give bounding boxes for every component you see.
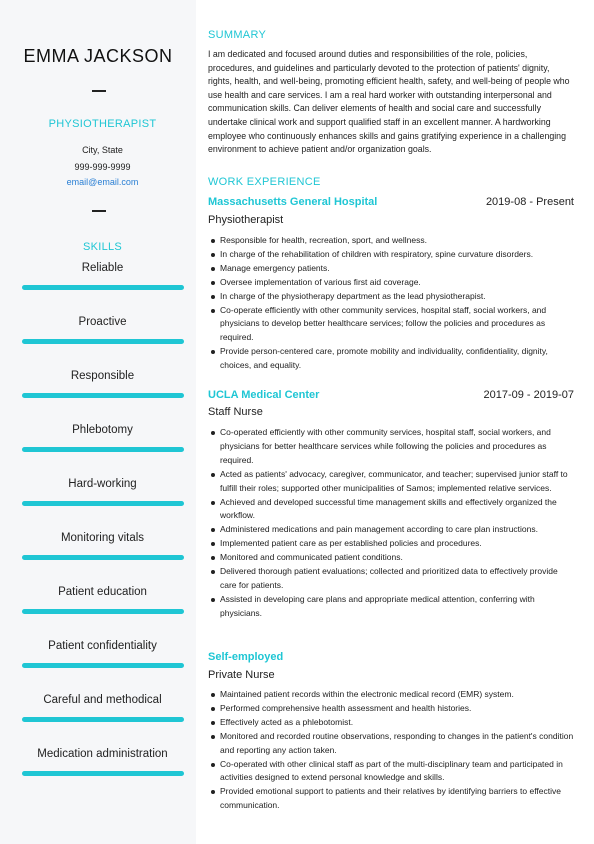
skill-level-fill xyxy=(22,501,184,506)
skill-level-bar xyxy=(22,285,184,290)
bullet-item: Provided emotional support to patients and their relatives by identifying barriers to effective communication. xyxy=(208,785,574,813)
bullet-item: Assisted in developing care plans and appropriate medical attention, conferring with physicians. xyxy=(208,593,574,621)
job-role: Staff Nurse xyxy=(208,406,263,418)
skill-level-fill xyxy=(22,339,184,344)
skill-label: Reliable xyxy=(81,262,124,274)
name-divider xyxy=(92,90,106,92)
bullet-item: Effectively acted as a phlebotomist. xyxy=(208,716,574,730)
skill-label: Hard-working xyxy=(68,478,137,490)
job-role: Physiotherapist xyxy=(208,214,284,226)
bullet-item: Responsible for health, recreation, sport, and wellness. xyxy=(208,234,574,248)
bullet-item: Delivered thorough patient evaluations; collected and prioritized data to effectively provide care for patients. xyxy=(208,565,574,593)
job-role: Private Nurse xyxy=(208,669,275,681)
bullet-item: Provide person-centered care, promote mobility and individuality, confidentiality, dignity, choices, and equality. xyxy=(208,345,574,373)
skill-level-bar xyxy=(22,609,184,614)
skill-level-fill xyxy=(22,717,184,722)
bullet-item: Acted as patients' advocacy, caregiver, communicator, and teacher; supervised junior staff to fulfill their roles; supported other municipalities of Samos; implemented relative services. xyxy=(208,468,574,496)
job-company: UCLA Medical Center xyxy=(208,389,320,401)
skill-level-bar xyxy=(22,339,184,344)
skill-label: Responsible xyxy=(70,370,135,382)
skill-level-bar xyxy=(22,501,184,506)
job-bullets xyxy=(208,688,574,813)
job-title: PHYSIOTHERAPIST xyxy=(48,118,157,130)
job-bullets xyxy=(208,426,574,621)
location-text: City, State xyxy=(82,145,123,155)
summary-text: I am dedicated and focused around duties and responsibilities of the role, policies, procedures, and guidelines and particularly devoted to the protection of patients' dignity, rights, health, and well-being, promoting efficient health, safety, and well-being of people who use health and care services. I am a real hard worker with outstanding interpersonal and communication skills. Can deliver elements of health and social care and successfully undertake clinical work and support qualified staff in an excellent manner. A hardworking employee who continuously enhances skills and gains gratifying experience in a challenging environment to achieve patient and/or organization goals. xyxy=(208,49,570,155)
skill-label: Patient education xyxy=(58,586,147,598)
job-company: Self-employed xyxy=(208,651,284,663)
skill-label: Phlebotomy xyxy=(72,424,133,436)
skill-label: Medication administration xyxy=(37,748,168,760)
job-company: Massachusetts General Hospital xyxy=(208,196,378,208)
skill-level-bar xyxy=(22,663,184,668)
bullet-item: Manage emergency patients. xyxy=(208,262,574,276)
bullet-item: Implemented patient care as per established policies and procedures. xyxy=(208,537,574,551)
bullet-item: In charge of the physiotherapy department as the lead physiotherapist. xyxy=(208,290,574,304)
bullet-item: Monitored and communicated patient conditions. xyxy=(208,551,574,565)
phone-text: 999-999-9999 xyxy=(74,162,131,172)
bullet-item: Administered medications and pain management according to care plan instructions. xyxy=(208,523,574,537)
skill-level-bar xyxy=(22,717,184,722)
skill-label: Monitoring vitals xyxy=(60,532,145,544)
skill-level-bar xyxy=(22,393,184,398)
job-dates: 2019-08 - Present xyxy=(485,196,574,208)
skill-level-fill xyxy=(22,555,184,560)
skill-label: Proactive xyxy=(78,316,127,328)
bullet-item: Co-operated with other clinical staff as part of the multi-disciplinary team and participated in activities designed to extend personal knowledge and skills. xyxy=(208,758,574,786)
skill-level-fill xyxy=(22,663,184,668)
bullet-item: Performed comprehensive health assessment and health histories. xyxy=(208,702,574,716)
skill-level-bar xyxy=(22,555,184,560)
bullet-item: Maintained patient records within the electronic medical record (EMR) system. xyxy=(208,688,574,702)
contact-divider xyxy=(92,210,106,212)
summary-heading: SUMMARY xyxy=(208,29,267,41)
job-dates: 2017-09 - 2019-07 xyxy=(483,389,574,401)
bullet-item: Co-operate efficiently with other community services, hospital staff, social workers, and physicians to develop better healthcare services; follow the policies and procedures as required. xyxy=(208,304,574,346)
work-experience-heading: WORK EXPERIENCE xyxy=(208,176,321,188)
skill-level-fill xyxy=(22,447,184,452)
skill-level-fill xyxy=(22,393,184,398)
bullet-item: Oversee implementation of various first aid coverage. xyxy=(208,276,574,290)
bullet-item: Co-operated efficiently with other community services, hospital staff, social workers, and physicians for better healthcare services while following the policies and procedures as required. xyxy=(208,426,574,468)
email-link[interactable]: email@email.com xyxy=(66,177,139,187)
bullet-item: Achieved and developed successful time management skills and effectively organized the workflow. xyxy=(208,496,574,524)
bullet-item: In charge of the rehabilitation of children with respiratory, spine curvature disorders. xyxy=(208,248,574,262)
bullet-item: Monitored and recorded routine observations, responding to changes in the patient's condition and reporting any action taken. xyxy=(208,730,574,758)
skill-level-fill xyxy=(22,285,184,290)
candidate-name: EMMA JACKSON xyxy=(23,46,173,66)
skill-label: Patient confidentiality xyxy=(48,640,157,652)
skill-label: Careful and methodical xyxy=(43,694,162,706)
skill-level-bar xyxy=(22,447,184,452)
skills-heading: SKILLS xyxy=(82,241,123,253)
skill-level-bar xyxy=(22,771,184,776)
skill-level-fill xyxy=(22,609,184,614)
skill-level-fill xyxy=(22,771,184,776)
job-bullets xyxy=(208,234,574,373)
